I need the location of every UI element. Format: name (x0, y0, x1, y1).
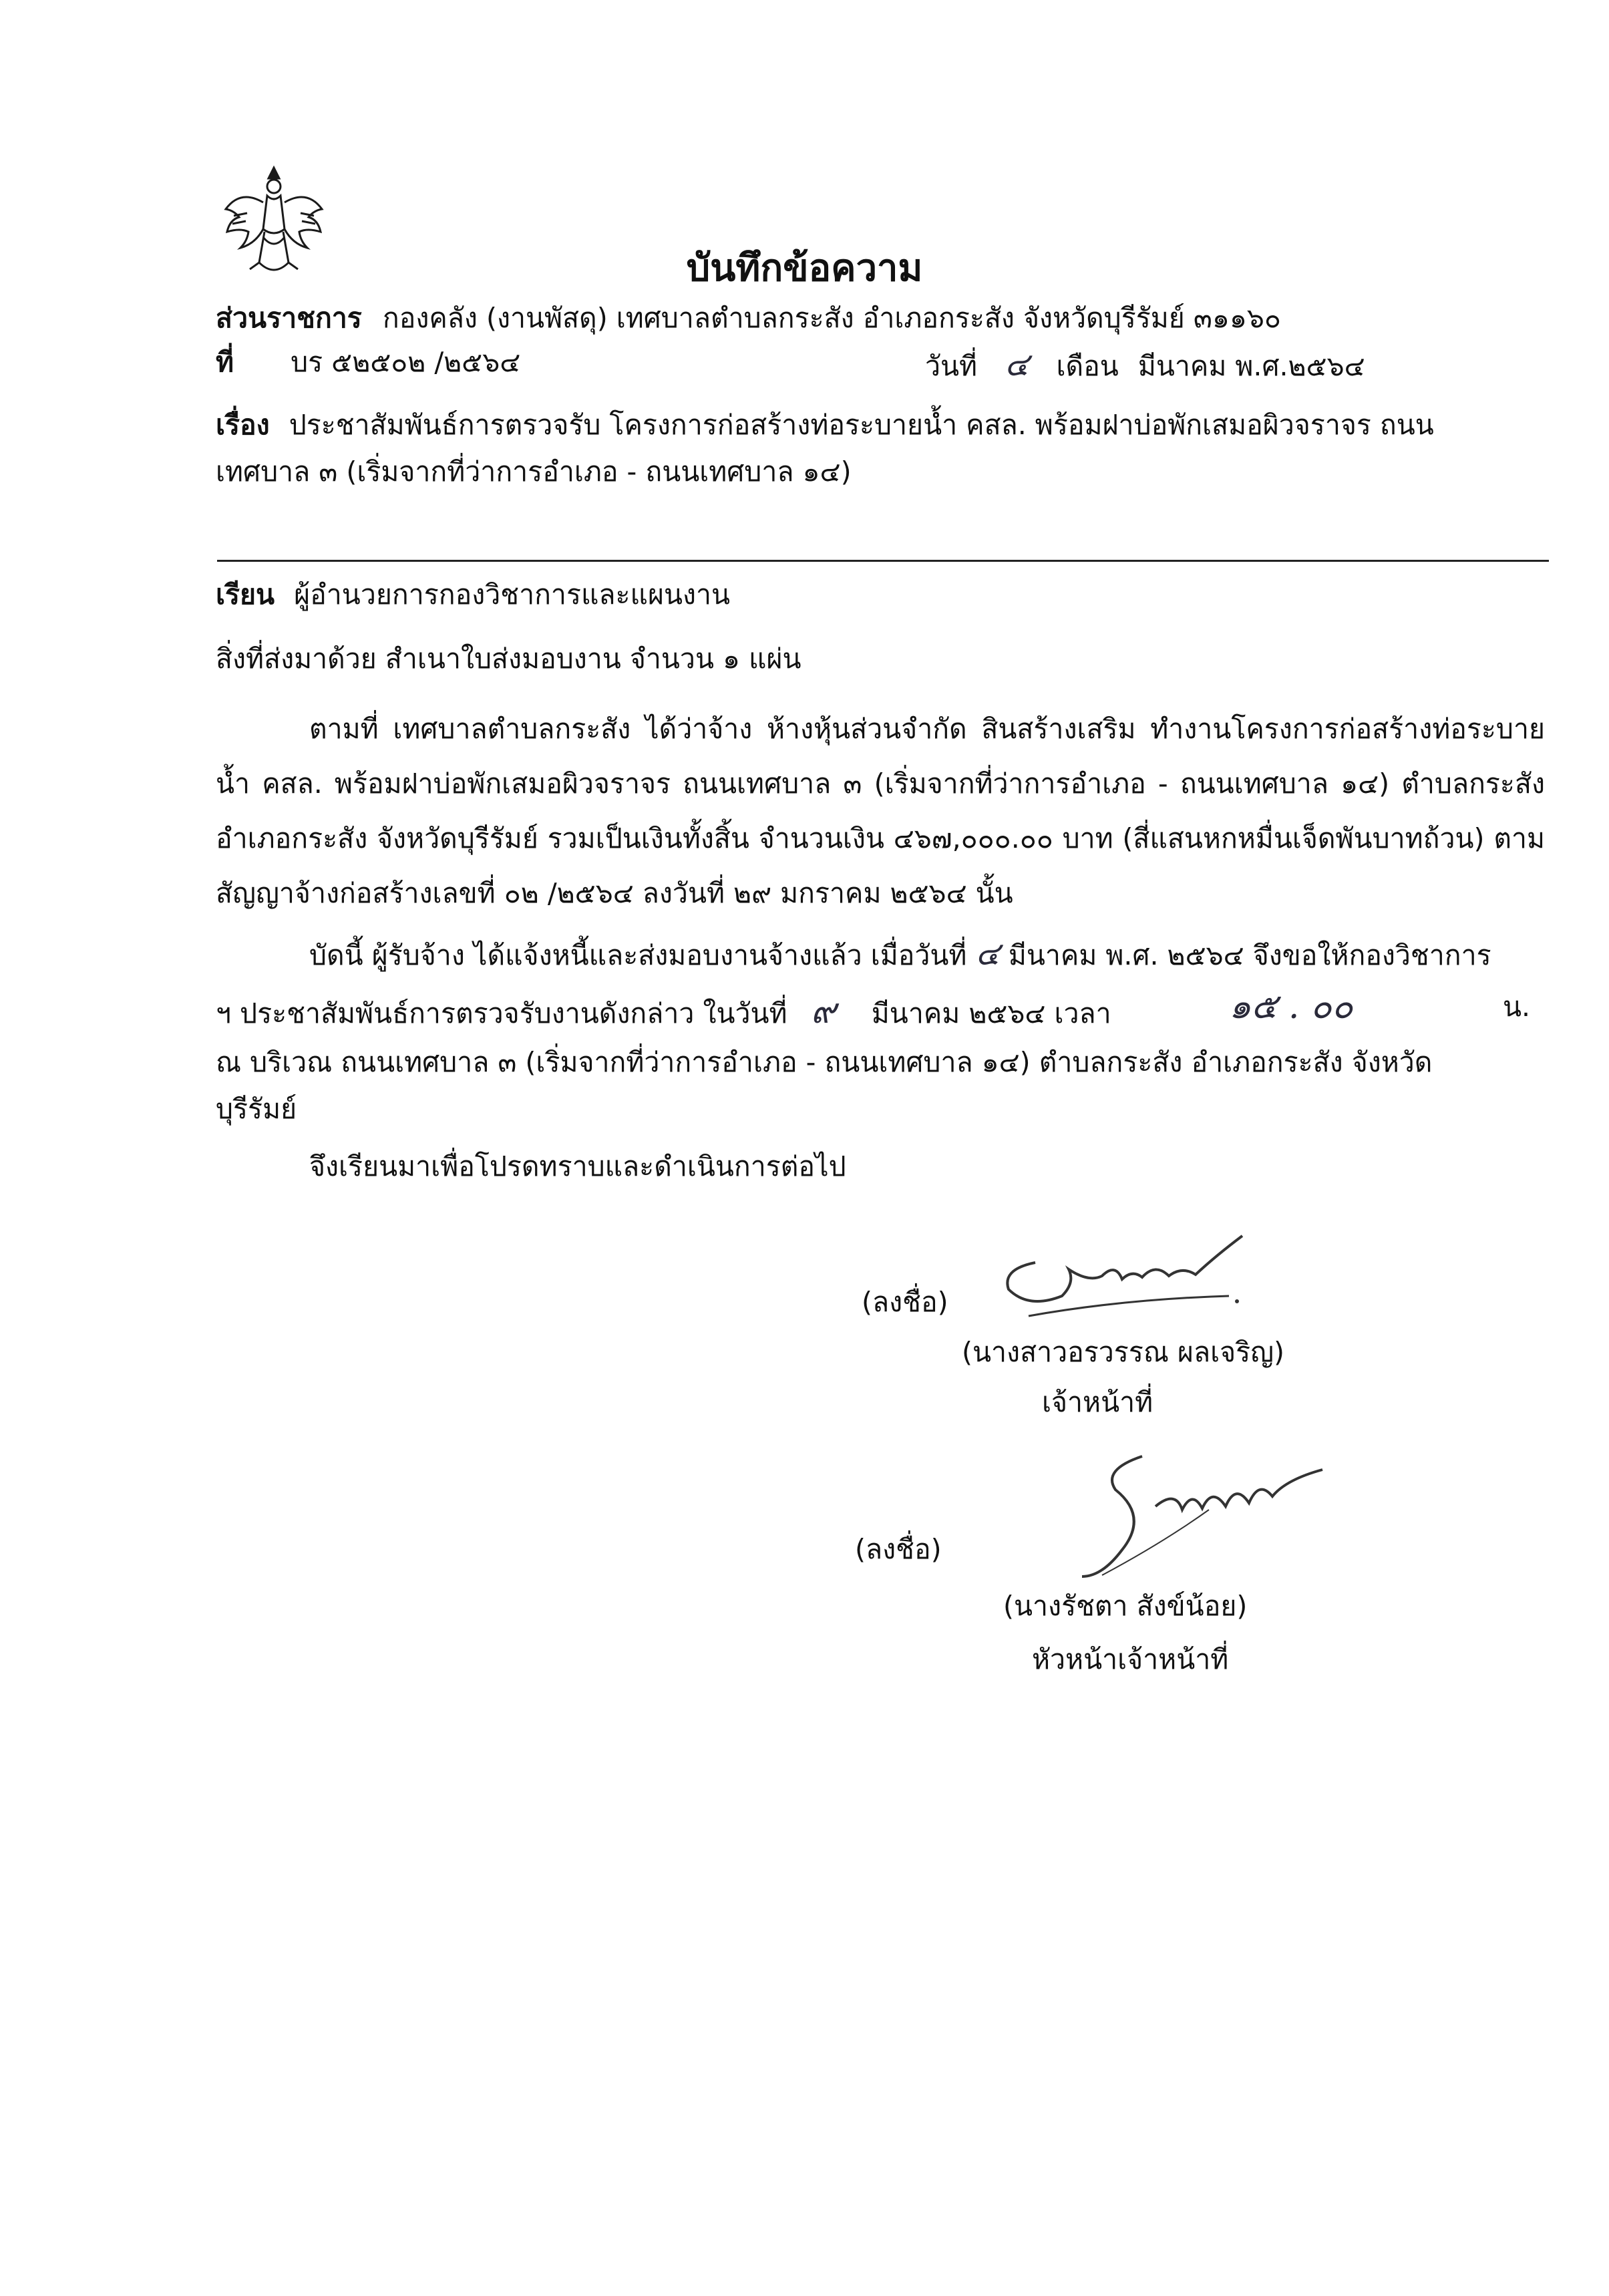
signature-2-icon (1042, 1443, 1336, 1590)
p2-line2-b: มีนาคม ๒๕๖๔ เวลา (871, 997, 1111, 1029)
date-prefix: วันที่ (925, 350, 978, 382)
agency-label: ส่วนราชการ (216, 302, 362, 334)
body-paragraph-1: ตามที่ เทศบาลตำบลกระสัง ได้ว่าจ้าง ห้างหุ้นส่วนจำกัด สินสร้างเสริม ทำงานโครงการก่อสร้างท่อระบายน้ำ คสล. พร้อมฝาบ่อพักเสมอผิวจราจร ถนนเทศบาล ๓ (เริ่มจากที่ว่าการอำเภอ - ถนนเทศบาล ๑๔) ตำบลกระสัง อำเภอกระสัง จังหวัดบุรีรัมย์ รวมเป็นเงินทั้งสิ้น จำนวนเงิน ๔๖๗,๐๐๐.๐๐ บาท (สี่แสนหกหมื่นเจ็ดพันบาทถ้วน) ตามสัญญาจ้างก่อสร้างเลขที่ ๐๒ /๒๕๖๔ ลงวันที่ ๒๙ มกราคม ๒๕๖๔ นั้น (216, 713, 1545, 909)
signer-2-name: (นางรัชตา สังข์น้อย) (1003, 1590, 1248, 1622)
ref-value: บร ๕๒๕๐๒ /๒๕๖๔ (291, 346, 521, 378)
sign-label-1: (ลงชื่อ) (862, 1286, 948, 1318)
signer-2-position: หัวหน้าเจ้าหน้าที่ (1032, 1643, 1229, 1675)
p2-handwritten-time: ๑๕ . ๐๐ (1229, 987, 1353, 1027)
date-day-handwritten: ๔ (1005, 346, 1029, 383)
p2-line1-a: บัดนี้ ผู้รับจ้าง ได้แจ้งหนี้และส่งมอบงานจ้างแล้ว เมื่อวันที่ (309, 939, 967, 971)
subject-line-1: ประชาสัมพันธ์การตรวจรับ โครงการก่อสร้างท่อระบายน้ำ คสล. พร้อมฝาบ่อพักเสมอผิวจราจร ถนน (289, 409, 1434, 441)
subject-line-2: เทศบาล ๓ (เริ่มจากที่ว่าการอำเภอ - ถนนเทศบาล ๑๔) (216, 456, 852, 488)
date-month-label: เดือน (1056, 350, 1119, 382)
agency-value: กองคลัง (งานพัสดุ) เทศบาลตำบลกระสัง อำเภอกระสัง จังหวัดบุรีรัมย์ ๓๑๑๖๐ (382, 302, 1281, 334)
closing-sentence: จึงเรียนมาเพื่อโปรดทราบและดำเนินการต่อไป (309, 1150, 846, 1182)
p2-line4: บุรีรัมย์ (216, 1093, 297, 1125)
sign-label-2: (ลงชื่อ) (855, 1533, 942, 1565)
subject-label: เรื่อง (216, 409, 270, 441)
p2-line1-b: มีนาคม พ.ศ. ๒๕๖๔ จึงขอให้กองวิชาการ (1008, 939, 1491, 971)
memo-title: บันทึกข้อความ (686, 247, 923, 290)
addressee-value: ผู้อำนวยการกองวิชาการและแผนงาน (294, 579, 731, 611)
p2-line3: ณ บริเวณ ถนนเทศบาล ๓ (เริ่มจากที่ว่าการอำเภอ - ถนนเทศบาล ๑๔) ตำบลกระสัง อำเภอกระสัง จังหวัด (216, 1046, 1433, 1078)
header-divider (217, 560, 1549, 562)
signer-1-position: เจ้าหน้าที่ (1042, 1386, 1153, 1418)
enclosure: สิ่งที่ส่งมาด้วย สำเนาใบส่งมอบงาน จำนวน ๑ แผ่น (216, 643, 801, 675)
addressee-label: เรียน (216, 579, 275, 611)
ref-label: ที่ (216, 346, 234, 378)
p2-handwritten-date: ๙ (810, 991, 836, 1031)
signature-1-icon (989, 1222, 1269, 1329)
p2-line2-c: น. (1503, 991, 1531, 1023)
signer-1-name: (นางสาวอรวรรณ ผลเจริญ) (962, 1336, 1285, 1368)
p2-handwritten-day: ๔ (975, 935, 1000, 973)
date-month-value: มีนาคม พ.ศ.๒๕๖๔ (1137, 350, 1365, 382)
p2-line2-a: ฯ ประชาสัมพันธ์การตรวจรับงานดังกล่าว ในวันที่ (216, 997, 787, 1029)
